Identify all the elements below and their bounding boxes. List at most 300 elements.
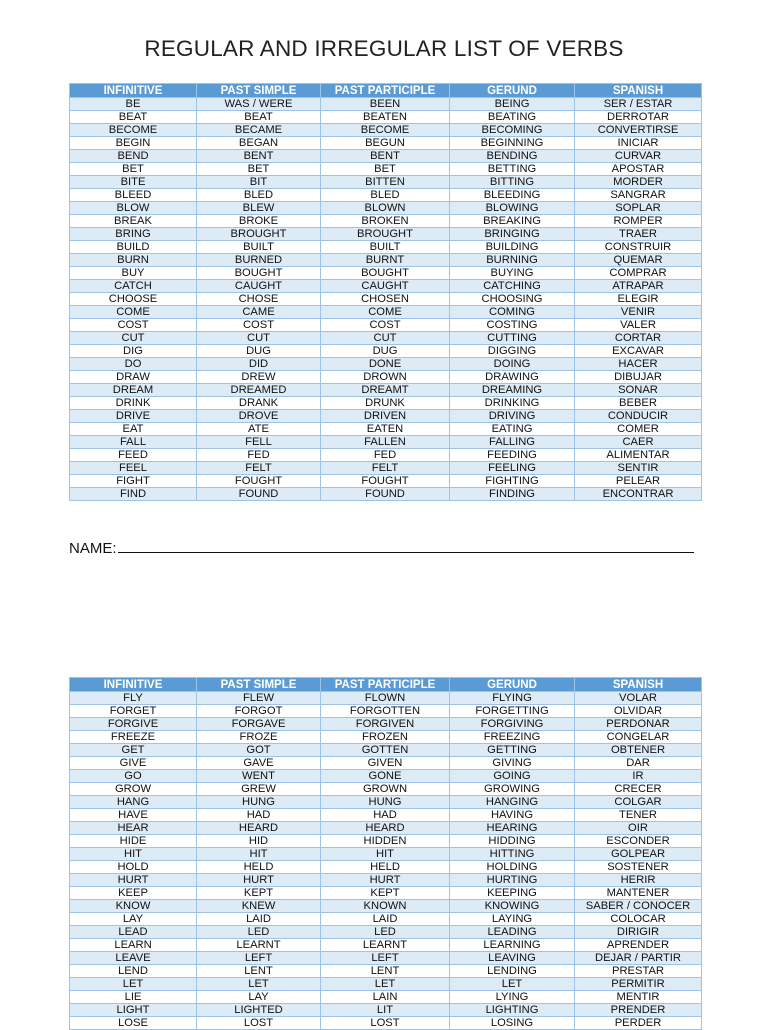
gerund-cell: BLEEDING: [450, 189, 575, 202]
infinitive-cell: BUILD: [70, 241, 197, 254]
spanish-cell: PRESTAR: [575, 965, 702, 978]
header-spanish: SPANISH: [575, 678, 702, 692]
spanish-cell: CONSTRUIR: [575, 241, 702, 254]
spanish-cell: OIR: [575, 822, 702, 835]
spanish-cell: PELEAR: [575, 475, 702, 488]
infinitive-cell: BRING: [70, 228, 197, 241]
past-participle-cell: BLED: [321, 189, 450, 202]
table-row: [70, 254, 702, 267]
past-simple-cell: ATE: [197, 423, 321, 436]
past-participle-cell: DROWN: [321, 371, 450, 384]
table-row: [70, 345, 702, 358]
past-simple-cell: HURT: [197, 874, 321, 887]
spanish-cell: CORTAR: [575, 332, 702, 345]
spanish-cell: CAER: [575, 436, 702, 449]
table-row: [70, 189, 702, 202]
spanish-cell: CONGELAR: [575, 731, 702, 744]
infinitive-cell: LOSE: [70, 1017, 197, 1030]
gerund-cell: FLYING: [450, 692, 575, 705]
gerund-cell: FEELING: [450, 462, 575, 475]
past-simple-cell: BUILT: [197, 241, 321, 254]
spanish-cell: DAR: [575, 757, 702, 770]
spanish-cell: MANTENER: [575, 887, 702, 900]
past-simple-cell: FED: [197, 449, 321, 462]
infinitive-cell: GROW: [70, 783, 197, 796]
header-infinitive: INFINITIVE: [70, 84, 197, 98]
past-simple-cell: BET: [197, 163, 321, 176]
spanish-cell: HACER: [575, 358, 702, 371]
past-simple-cell: LENT: [197, 965, 321, 978]
past-simple-cell: DUG: [197, 345, 321, 358]
name-field[interactable]: [69, 540, 694, 557]
past-participle-cell: KEPT: [321, 887, 450, 900]
past-simple-cell: DROVE: [197, 410, 321, 423]
past-simple-cell: BOUGHT: [197, 267, 321, 280]
spanish-cell: ENCONTRAR: [575, 488, 702, 501]
infinitive-cell: GO: [70, 770, 197, 783]
past-simple-cell: BIT: [197, 176, 321, 189]
table-row: [70, 822, 702, 835]
infinitive-cell: HEAR: [70, 822, 197, 835]
past-simple-cell: FORGAVE: [197, 718, 321, 731]
gerund-cell: DREAMING: [450, 384, 575, 397]
gerund-cell: CUTTING: [450, 332, 575, 345]
past-simple-cell: CUT: [197, 332, 321, 345]
past-participle-cell: HAD: [321, 809, 450, 822]
gerund-cell: BETTING: [450, 163, 575, 176]
infinitive-cell: LIGHT: [70, 1004, 197, 1017]
infinitive-cell: GET: [70, 744, 197, 757]
spanish-cell: CURVAR: [575, 150, 702, 163]
gerund-cell: BENDING: [450, 150, 575, 163]
past-participle-cell: FORGOTTEN: [321, 705, 450, 718]
infinitive-cell: DREAM: [70, 384, 197, 397]
table-row: [70, 926, 702, 939]
past-simple-cell: LEARNT: [197, 939, 321, 952]
past-simple-cell: CHOSE: [197, 293, 321, 306]
past-participle-cell: GROWN: [321, 783, 450, 796]
infinitive-cell: DRINK: [70, 397, 197, 410]
past-participle-cell: GOTTEN: [321, 744, 450, 757]
table-header-row: [70, 678, 702, 692]
header-past-participle: PAST PARTICIPLE: [321, 84, 450, 98]
gerund-cell: GIVING: [450, 757, 575, 770]
infinitive-cell: HIDE: [70, 835, 197, 848]
gerund-cell: LYING: [450, 991, 575, 1004]
infinitive-cell: BECOME: [70, 124, 197, 137]
past-participle-cell: LIT: [321, 1004, 450, 1017]
past-simple-cell: LIGHTED: [197, 1004, 321, 1017]
header-spanish: SPANISH: [575, 84, 702, 98]
spanish-cell: SENTIR: [575, 462, 702, 475]
table-row: [70, 423, 702, 436]
infinitive-cell: LIE: [70, 991, 197, 1004]
spanish-cell: SONAR: [575, 384, 702, 397]
past-simple-cell: BURNED: [197, 254, 321, 267]
gerund-cell: LEARNING: [450, 939, 575, 952]
past-simple-cell: LAID: [197, 913, 321, 926]
gerund-cell: DRINKING: [450, 397, 575, 410]
spanish-cell: VOLAR: [575, 692, 702, 705]
past-participle-cell: CAUGHT: [321, 280, 450, 293]
past-simple-cell: LAY: [197, 991, 321, 1004]
table-row: [70, 462, 702, 475]
table-row: [70, 358, 702, 371]
gerund-cell: COMING: [450, 306, 575, 319]
past-participle-cell: FALLEN: [321, 436, 450, 449]
gerund-cell: BEGINNING: [450, 137, 575, 150]
gerund-cell: BLOWING: [450, 202, 575, 215]
spanish-cell: CRECER: [575, 783, 702, 796]
past-participle-cell: BET: [321, 163, 450, 176]
past-participle-cell: HURT: [321, 874, 450, 887]
gerund-cell: BUYING: [450, 267, 575, 280]
past-participle-cell: LENT: [321, 965, 450, 978]
spanish-cell: SANGRAR: [575, 189, 702, 202]
gerund-cell: HAVING: [450, 809, 575, 822]
infinitive-cell: GIVE: [70, 757, 197, 770]
past-participle-cell: DREAMT: [321, 384, 450, 397]
past-participle-cell: BENT: [321, 150, 450, 163]
gerund-cell: HANGING: [450, 796, 575, 809]
infinitive-cell: BUY: [70, 267, 197, 280]
infinitive-cell: FALL: [70, 436, 197, 449]
gerund-cell: KEEPING: [450, 887, 575, 900]
table-row: [70, 215, 702, 228]
infinitive-cell: DIG: [70, 345, 197, 358]
past-simple-cell: GOT: [197, 744, 321, 757]
table-row: [70, 98, 702, 111]
infinitive-cell: HAVE: [70, 809, 197, 822]
spanish-cell: APOSTAR: [575, 163, 702, 176]
past-participle-cell: EATEN: [321, 423, 450, 436]
past-participle-cell: HUNG: [321, 796, 450, 809]
past-participle-cell: FED: [321, 449, 450, 462]
past-simple-cell: DREW: [197, 371, 321, 384]
verb-table-2: [69, 677, 702, 1030]
spanish-cell: PERDONAR: [575, 718, 702, 731]
infinitive-cell: FIND: [70, 488, 197, 501]
past-participle-cell: LEFT: [321, 952, 450, 965]
spanish-cell: TRAER: [575, 228, 702, 241]
infinitive-cell: FORGET: [70, 705, 197, 718]
past-participle-cell: DRIVEN: [321, 410, 450, 423]
table-row: [70, 809, 702, 822]
table-row: [70, 874, 702, 887]
past-participle-cell: DONE: [321, 358, 450, 371]
infinitive-cell: LEAVE: [70, 952, 197, 965]
table-row: [70, 744, 702, 757]
past-simple-cell: COST: [197, 319, 321, 332]
past-simple-cell: BEGAN: [197, 137, 321, 150]
table-row: [70, 848, 702, 861]
past-participle-cell: LET: [321, 978, 450, 991]
past-participle-cell: BUILT: [321, 241, 450, 254]
table-row: [70, 796, 702, 809]
past-simple-cell: WENT: [197, 770, 321, 783]
gerund-cell: BITTING: [450, 176, 575, 189]
past-simple-cell: GREW: [197, 783, 321, 796]
gerund-cell: GOING: [450, 770, 575, 783]
spanish-cell: COMER: [575, 423, 702, 436]
past-simple-cell: HELD: [197, 861, 321, 874]
header-past-simple: PAST SIMPLE: [197, 84, 321, 98]
gerund-cell: LET: [450, 978, 575, 991]
spanish-cell: BEBER: [575, 397, 702, 410]
gerund-cell: BUILDING: [450, 241, 575, 254]
gerund-cell: BEING: [450, 98, 575, 111]
infinitive-cell: COST: [70, 319, 197, 332]
spanish-cell: CONDUCIR: [575, 410, 702, 423]
table-row: [70, 397, 702, 410]
spanish-cell: PERMITIR: [575, 978, 702, 991]
spanish-cell: DERROTAR: [575, 111, 702, 124]
past-participle-cell: BECOME: [321, 124, 450, 137]
table-row: [70, 449, 702, 462]
spanish-cell: SOSTENER: [575, 861, 702, 874]
past-participle-cell: LAIN: [321, 991, 450, 1004]
past-participle-cell: HELD: [321, 861, 450, 874]
spanish-cell: ESCONDER: [575, 835, 702, 848]
past-participle-cell: BROUGHT: [321, 228, 450, 241]
past-participle-cell: FELT: [321, 462, 450, 475]
infinitive-cell: FLY: [70, 692, 197, 705]
table-row: [70, 436, 702, 449]
spanish-cell: ATRAPAR: [575, 280, 702, 293]
spanish-cell: COLOCAR: [575, 913, 702, 926]
past-simple-cell: KNEW: [197, 900, 321, 913]
table-row: [70, 280, 702, 293]
table-row: [70, 991, 702, 1004]
past-simple-cell: FELL: [197, 436, 321, 449]
gerund-cell: COSTING: [450, 319, 575, 332]
infinitive-cell: CUT: [70, 332, 197, 345]
table-row: [70, 176, 702, 189]
table-row: [70, 488, 702, 501]
infinitive-cell: DRIVE: [70, 410, 197, 423]
gerund-cell: BURNING: [450, 254, 575, 267]
past-participle-cell: FLOWN: [321, 692, 450, 705]
table-row: [70, 718, 702, 731]
spanish-cell: TENER: [575, 809, 702, 822]
past-simple-cell: HIT: [197, 848, 321, 861]
spanish-cell: DEJAR / PARTIR: [575, 952, 702, 965]
past-participle-cell: BEATEN: [321, 111, 450, 124]
gerund-cell: FREEZING: [450, 731, 575, 744]
table-row: [70, 228, 702, 241]
table-row: [70, 900, 702, 913]
past-simple-cell: BROKE: [197, 215, 321, 228]
table-row: [70, 913, 702, 926]
past-participle-cell: GIVEN: [321, 757, 450, 770]
past-participle-cell: LED: [321, 926, 450, 939]
infinitive-cell: BLEED: [70, 189, 197, 202]
gerund-cell: HEARING: [450, 822, 575, 835]
past-participle-cell: FROZEN: [321, 731, 450, 744]
name-label: NAME:: [69, 540, 117, 557]
table-row: [70, 783, 702, 796]
infinitive-cell: BLOW: [70, 202, 197, 215]
table-row: [70, 306, 702, 319]
infinitive-cell: KNOW: [70, 900, 197, 913]
gerund-cell: DIGGING: [450, 345, 575, 358]
gerund-cell: BECOMING: [450, 124, 575, 137]
spanish-cell: PERDER: [575, 1017, 702, 1030]
past-simple-cell: KEPT: [197, 887, 321, 900]
header-infinitive: INFINITIVE: [70, 678, 197, 692]
table-header-row: [70, 84, 702, 98]
past-participle-cell: CUT: [321, 332, 450, 345]
page-title: REGULAR AND IRREGULAR LIST OF VERBS: [144, 36, 624, 61]
past-simple-cell: FELT: [197, 462, 321, 475]
past-participle-cell: HEARD: [321, 822, 450, 835]
past-participle-cell: BROKEN: [321, 215, 450, 228]
infinitive-cell: CHOOSE: [70, 293, 197, 306]
infinitive-cell: CATCH: [70, 280, 197, 293]
spanish-cell: ROMPER: [575, 215, 702, 228]
spanish-cell: COMPRAR: [575, 267, 702, 280]
past-simple-cell: BENT: [197, 150, 321, 163]
infinitive-cell: BITE: [70, 176, 197, 189]
table-row: [70, 475, 702, 488]
past-simple-cell: HAD: [197, 809, 321, 822]
infinitive-cell: HOLD: [70, 861, 197, 874]
infinitive-cell: KEEP: [70, 887, 197, 900]
past-simple-cell: BLEW: [197, 202, 321, 215]
table-row: [70, 384, 702, 397]
spanish-cell: EXCAVAR: [575, 345, 702, 358]
past-simple-cell: GAVE: [197, 757, 321, 770]
table-row: [70, 1017, 702, 1030]
table-row: [70, 887, 702, 900]
table-row: [70, 1004, 702, 1017]
past-participle-cell: LOST: [321, 1017, 450, 1030]
gerund-cell: DRIVING: [450, 410, 575, 423]
gerund-cell: FORGETTING: [450, 705, 575, 718]
table-row: [70, 705, 702, 718]
past-participle-cell: FOUND: [321, 488, 450, 501]
past-simple-cell: FROZE: [197, 731, 321, 744]
table-row: [70, 111, 702, 124]
gerund-cell: LAYING: [450, 913, 575, 926]
past-simple-cell: FOUGHT: [197, 475, 321, 488]
past-participle-cell: DUG: [321, 345, 450, 358]
infinitive-cell: DO: [70, 358, 197, 371]
gerund-cell: FALLING: [450, 436, 575, 449]
table-row: [70, 978, 702, 991]
gerund-cell: DRAWING: [450, 371, 575, 384]
past-participle-cell: CHOSEN: [321, 293, 450, 306]
past-simple-cell: HID: [197, 835, 321, 848]
table-row: [70, 150, 702, 163]
past-simple-cell: BECAME: [197, 124, 321, 137]
infinitive-cell: FEEL: [70, 462, 197, 475]
table-row: [70, 965, 702, 978]
spanish-cell: ELEGIR: [575, 293, 702, 306]
spanish-cell: DIBUJAR: [575, 371, 702, 384]
spanish-cell: SABER / CONOCER: [575, 900, 702, 913]
past-participle-cell: COME: [321, 306, 450, 319]
table-row: [70, 332, 702, 345]
infinitive-cell: LEAD: [70, 926, 197, 939]
header-gerund: GERUND: [450, 84, 575, 98]
infinitive-cell: FREEZE: [70, 731, 197, 744]
spanish-cell: OBTENER: [575, 744, 702, 757]
past-participle-cell: BEEN: [321, 98, 450, 111]
past-simple-cell: FORGOT: [197, 705, 321, 718]
past-participle-cell: LEARNT: [321, 939, 450, 952]
table-row: [70, 293, 702, 306]
past-participle-cell: GONE: [321, 770, 450, 783]
gerund-cell: KNOWING: [450, 900, 575, 913]
name-underline[interactable]: [118, 540, 694, 553]
past-simple-cell: FLEW: [197, 692, 321, 705]
past-simple-cell: BROUGHT: [197, 228, 321, 241]
table-row: [70, 939, 702, 952]
infinitive-cell: FEED: [70, 449, 197, 462]
infinitive-cell: FORGIVE: [70, 718, 197, 731]
past-simple-cell: HEARD: [197, 822, 321, 835]
infinitive-cell: LAY: [70, 913, 197, 926]
spanish-cell: DIRIGIR: [575, 926, 702, 939]
past-participle-cell: LAID: [321, 913, 450, 926]
gerund-cell: CATCHING: [450, 280, 575, 293]
spanish-cell: SOPLAR: [575, 202, 702, 215]
infinitive-cell: BET: [70, 163, 197, 176]
infinitive-cell: BEND: [70, 150, 197, 163]
infinitive-cell: BURN: [70, 254, 197, 267]
infinitive-cell: BEAT: [70, 111, 197, 124]
past-participle-cell: HIT: [321, 848, 450, 861]
infinitive-cell: LEND: [70, 965, 197, 978]
spanish-cell: HERIR: [575, 874, 702, 887]
infinitive-cell: HIT: [70, 848, 197, 861]
gerund-cell: FEEDING: [450, 449, 575, 462]
infinitive-cell: BE: [70, 98, 197, 111]
infinitive-cell: COME: [70, 306, 197, 319]
gerund-cell: LENDING: [450, 965, 575, 978]
gerund-cell: GROWING: [450, 783, 575, 796]
past-simple-cell: LET: [197, 978, 321, 991]
gerund-cell: FIGHTING: [450, 475, 575, 488]
past-participle-cell: COST: [321, 319, 450, 332]
table-row: [70, 410, 702, 423]
header-past-simple: PAST SIMPLE: [197, 678, 321, 692]
past-participle-cell: BOUGHT: [321, 267, 450, 280]
gerund-cell: LEAVING: [450, 952, 575, 965]
past-simple-cell: FOUND: [197, 488, 321, 501]
spanish-cell: MORDER: [575, 176, 702, 189]
past-simple-cell: BEAT: [197, 111, 321, 124]
spanish-cell: MENTIR: [575, 991, 702, 1004]
gerund-cell: LOSING: [450, 1017, 575, 1030]
gerund-cell: HURTING: [450, 874, 575, 887]
gerund-cell: CHOOSING: [450, 293, 575, 306]
past-simple-cell: DID: [197, 358, 321, 371]
past-simple-cell: LOST: [197, 1017, 321, 1030]
spanish-cell: VENIR: [575, 306, 702, 319]
spanish-cell: SER / ESTAR: [575, 98, 702, 111]
gerund-cell: BEATING: [450, 111, 575, 124]
past-participle-cell: BEGUN: [321, 137, 450, 150]
past-simple-cell: LEFT: [197, 952, 321, 965]
infinitive-cell: LEARN: [70, 939, 197, 952]
infinitive-cell: DRAW: [70, 371, 197, 384]
spanish-cell: PRENDER: [575, 1004, 702, 1017]
spanish-cell: APRENDER: [575, 939, 702, 952]
table-row: [70, 241, 702, 254]
table-row: [70, 952, 702, 965]
